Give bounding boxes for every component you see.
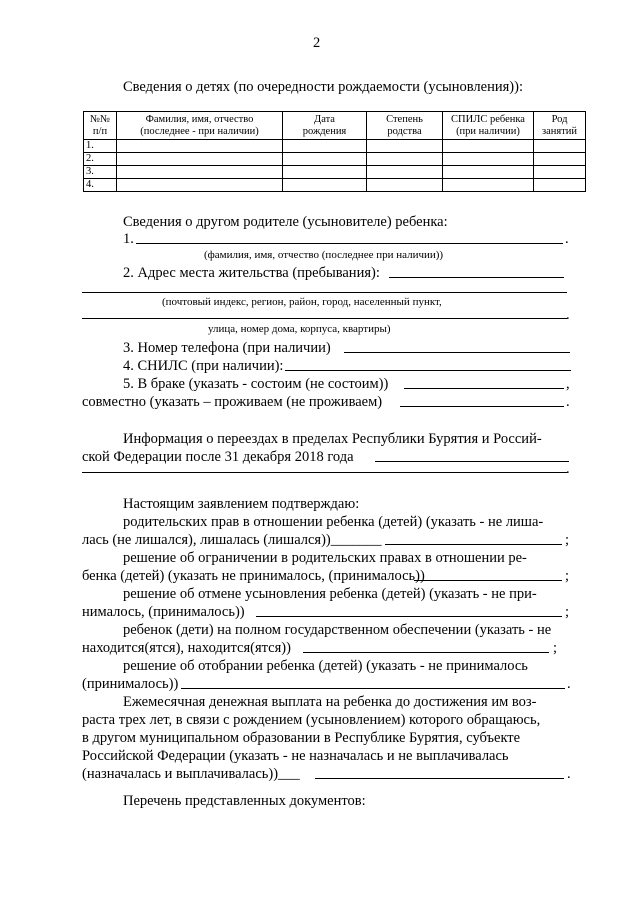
- moves-field-2[interactable]: [82, 472, 567, 473]
- item1-label: 1.: [123, 231, 134, 247]
- confirm-p6-l1: Ежемесячная денежная выплата на ребенка до достижения им воз-: [123, 694, 537, 710]
- table-row: [84, 166, 586, 179]
- snils-field[interactable]: [285, 370, 571, 371]
- other-parent-item1: [123, 230, 134, 248]
- children-table-header: [84, 112, 586, 140]
- item2-hint2: улица, номер дома, корпуса, квартиры): [208, 323, 391, 335]
- item5-tail: ,: [566, 376, 570, 392]
- confirm-p5-l1: решение об отобрании ребенка (детей) (указать - не принималось: [123, 658, 528, 674]
- table-row: [84, 153, 586, 166]
- cell-fullname[interactable]: [117, 166, 283, 179]
- cell-occupation[interactable]: [534, 179, 586, 192]
- item1-dot: .: [565, 231, 569, 247]
- item4-label: 4. СНИЛС (при наличии):: [123, 358, 284, 374]
- address-field-2[interactable]: [82, 292, 567, 293]
- item1-hint: (фамилия, имя, отчество (последнее при наличии)): [204, 249, 444, 261]
- confirm-p3-tail: ;: [565, 604, 570, 620]
- confirm-p6-l3: в другом муниципальном образовании в Республике Бурятия, субъекте: [82, 730, 521, 746]
- confirm-p6-l5: (назначалась и выплачивалась))___: [82, 766, 300, 782]
- col-header-birthdate-l1: Дата: [314, 113, 335, 125]
- col-header-relation-l1: Степень: [386, 113, 423, 125]
- cell-relation[interactable]: [367, 153, 443, 166]
- cell-birthdate[interactable]: [283, 166, 367, 179]
- row-number: 1.: [84, 140, 117, 153]
- col-header-number: [84, 112, 117, 140]
- cell-snils[interactable]: [443, 166, 534, 179]
- confirm-p6-l2: раста трех лет, в связи с рождением (усыновлением) которого обращаюсь,: [82, 712, 541, 728]
- confirm-p5-l2: (принималось)): [82, 676, 179, 692]
- col-header-snils: [443, 112, 534, 140]
- fullname-field[interactable]: [136, 243, 563, 244]
- removal-field[interactable]: [181, 688, 565, 689]
- col-header-occupation-l1: Род: [551, 113, 568, 125]
- row-number: 3.: [84, 166, 117, 179]
- col-header-snils-l2: (при наличии): [456, 125, 520, 137]
- confirm-p3-l2: нималось, (принималось)): [82, 604, 245, 620]
- confirm-p4-tail: ;: [553, 640, 558, 656]
- confirm-p2-tail: ;: [565, 568, 570, 584]
- item2-label: 2. Адрес места жительства (пребывания):: [123, 265, 380, 281]
- address-field-3[interactable]: [82, 318, 567, 319]
- cohab-tail: .: [566, 394, 570, 410]
- col-header-number-l2: п/п: [92, 125, 108, 137]
- state-support-field[interactable]: [303, 652, 549, 653]
- item5-label: 5. В браке (указать - состоим (не состоим)): [123, 376, 389, 392]
- cell-relation[interactable]: [367, 179, 443, 192]
- moves-line2: ской Федерации после 31 декабря 2018 года: [82, 449, 354, 465]
- confirm-p4-l1: ребенок (дети) на полном государственном обеспечении (указать - не: [123, 622, 552, 638]
- moves-field-1[interactable]: [375, 461, 569, 462]
- cell-fullname[interactable]: [117, 153, 283, 166]
- moves-line1: Информация о переездах в пределах Республики Бурятия и Россий-: [123, 431, 542, 447]
- cell-occupation[interactable]: [534, 140, 586, 153]
- col-header-birthdate-l2: рождения: [302, 125, 347, 137]
- children-section-title: Сведения о детях (по очередности рождаемости (усыновления)):: [123, 79, 523, 95]
- moves-tail: .: [566, 461, 570, 477]
- phone-field[interactable]: [344, 352, 570, 353]
- col-header-snils-l1: СПИЛС ребенка: [451, 113, 525, 125]
- row-number: 2.: [84, 153, 117, 166]
- payment-field[interactable]: [315, 778, 564, 779]
- parental-rights-field[interactable]: [385, 544, 562, 545]
- marriage-field[interactable]: [404, 388, 564, 389]
- row-number: 4.: [84, 179, 117, 192]
- cohab-field[interactable]: [400, 406, 564, 407]
- address-field-1[interactable]: [389, 277, 564, 278]
- cell-relation[interactable]: [367, 166, 443, 179]
- confirm-p4-l2: находится(ятся), находится(ятся)): [82, 640, 291, 656]
- page-number: 2: [313, 35, 321, 51]
- item3-label: 3. Номер телефона (при наличии): [123, 340, 331, 356]
- item2-dot: .: [566, 307, 570, 323]
- children-table: [83, 111, 586, 192]
- cell-fullname[interactable]: [117, 140, 283, 153]
- confirm-p3-l1: решение об отмене усыновления ребенка (детей) (указать - не при-: [123, 586, 537, 602]
- confirm-intro: Настоящим заявлением подтверждаю:: [123, 496, 360, 512]
- cohab-label: совместно (указать – проживаем (не проживаем): [82, 394, 383, 410]
- confirm-p6-tail: .: [567, 766, 571, 782]
- cell-occupation[interactable]: [534, 166, 586, 179]
- col-header-fullname-l2: (последнее - при наличии): [140, 125, 259, 137]
- confirm-p1-l1: родительских прав в отношении ребенка (детей) (указать - не лиша-: [123, 514, 544, 530]
- cell-birthdate[interactable]: [283, 153, 367, 166]
- documents-title: Перечень представленных документов:: [123, 793, 366, 809]
- table-row: [84, 179, 586, 192]
- cell-snils[interactable]: [443, 153, 534, 166]
- cell-relation[interactable]: [367, 140, 443, 153]
- confirm-p1-l2: лась (не лишался), лишалась (лишался))_______: [82, 532, 382, 548]
- cell-fullname[interactable]: [117, 179, 283, 192]
- cell-birthdate[interactable]: [283, 179, 367, 192]
- col-header-relation: [367, 112, 443, 140]
- col-header-fullname-l1: Фамилия, имя, отчество: [145, 113, 254, 125]
- restriction-field[interactable]: [414, 580, 562, 581]
- cell-snils[interactable]: [443, 179, 534, 192]
- col-header-birthdate: [283, 112, 367, 140]
- col-header-number-l1: №№: [89, 113, 111, 125]
- table-row: [84, 140, 586, 153]
- cell-snils[interactable]: [443, 140, 534, 153]
- adoption-cancel-field[interactable]: [256, 616, 562, 617]
- confirm-p2-l1: решение об ограничении в родительских правах в отношении ре-: [123, 550, 527, 566]
- other-parent-title: Сведения о другом родителе (усыновителе) ребенка:: [123, 214, 448, 230]
- confirm-p2-l2: бенка (детей) (указать не принималось, (принималось)): [82, 568, 425, 584]
- cell-occupation[interactable]: [534, 153, 586, 166]
- confirm-p5-tail: .: [567, 676, 571, 692]
- confirm-p1-tail: ;: [565, 532, 570, 548]
- col-header-occupation-l2: занятий: [541, 125, 578, 137]
- cell-birthdate[interactable]: [283, 140, 367, 153]
- item2-hint1: (почтовый индекс, регион, район, город, населенный пункт,: [162, 296, 442, 308]
- col-header-fullname: [117, 112, 283, 140]
- col-header-occupation: [534, 112, 586, 140]
- confirm-p6-l4: Российской Федерации (указать - не назначалась и не выплачивалась: [82, 748, 509, 764]
- col-header-relation-l2: родства: [387, 125, 422, 137]
